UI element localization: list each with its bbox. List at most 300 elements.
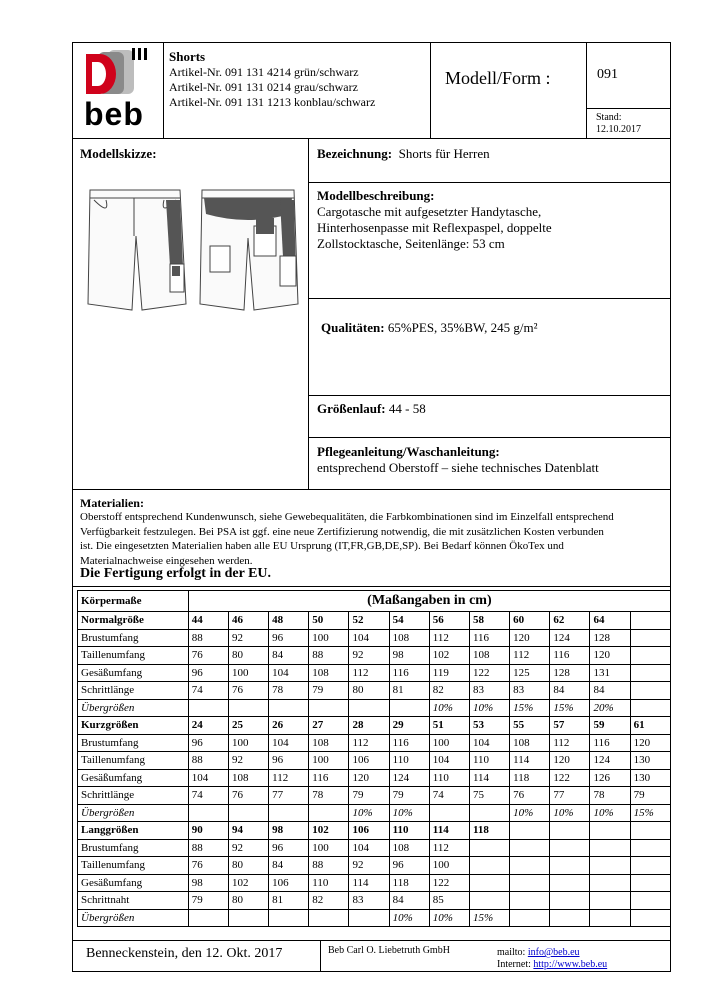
table-cell: 106 [349, 822, 389, 840]
table-cell: 96 [269, 752, 309, 770]
table-cell [228, 699, 268, 717]
table-cell: 112 [429, 629, 469, 647]
web-link[interactable]: http://www.beb.eu [533, 959, 608, 970]
company-name: Beb Carl O. Liebetruth GmbH [328, 945, 450, 956]
table-cell: 26 [269, 717, 309, 735]
table-cell: 112 [510, 647, 550, 665]
table-row [78, 664, 671, 682]
table-cell [630, 839, 670, 857]
table-row [78, 857, 671, 875]
materialien-line: Oberstoff entsprechend Kundenwunsch, siehe Gewebequalitäten, die Farbkombinationen sind im Einzelfall entsprechend [80, 511, 614, 523]
table-cell: 104 [349, 839, 389, 857]
table-cell: 110 [389, 822, 429, 840]
table-cell: 104 [469, 734, 509, 752]
table-cell [389, 699, 429, 717]
groessenlauf [317, 401, 426, 417]
table-cell: 10% [389, 909, 429, 927]
product-name: Shorts [169, 49, 206, 64]
divider [586, 42, 587, 138]
groessenlauf-label: Größenlauf: [317, 401, 386, 416]
table-cell: 88 [309, 857, 349, 875]
table-cell: 116 [389, 734, 429, 752]
table-cell [269, 699, 309, 717]
table-cell: 96 [389, 857, 429, 875]
table-cell [630, 857, 670, 875]
place-date: Benneckenstein, den 12. Okt. 2017 [86, 946, 283, 961]
row-label: Gesäßumfang [78, 874, 189, 892]
table-cell: 83 [469, 682, 509, 700]
table-cell [550, 839, 590, 857]
divider [72, 489, 671, 490]
table-cell: 124 [590, 752, 630, 770]
divider [163, 42, 164, 138]
table-cell: 116 [469, 629, 509, 647]
table-row [78, 804, 671, 822]
table-cell: 112 [429, 839, 469, 857]
table-cell: 24 [188, 717, 228, 735]
mail-label: mailto: [497, 947, 526, 958]
table-cell: 80 [228, 857, 268, 875]
table-cell [188, 699, 228, 717]
table-row [78, 629, 671, 647]
table-cell [550, 822, 590, 840]
table-cell [630, 664, 670, 682]
table-cell: 100 [429, 734, 469, 752]
table-cell: 128 [590, 629, 630, 647]
table-cell: 88 [309, 647, 349, 665]
table-cell: 126 [590, 769, 630, 787]
model-label: Modell/Form : [445, 68, 551, 88]
table-title-right: (Maßangaben in cm) [188, 591, 670, 612]
table-cell: 57 [550, 717, 590, 735]
table-row [78, 734, 671, 752]
table-cell: 120 [349, 769, 389, 787]
table-cell: 100 [429, 857, 469, 875]
table-cell: 46 [228, 612, 268, 630]
table-cell [349, 699, 389, 717]
divider [586, 108, 671, 109]
table-row [78, 822, 671, 840]
table-cell: 92 [228, 839, 268, 857]
row-label: Übergrößen [78, 699, 189, 717]
table-cell: 60 [510, 612, 550, 630]
table-cell: 104 [269, 734, 309, 752]
table-cell: 76 [188, 857, 228, 875]
table-cell [630, 892, 670, 910]
row-label: Übergrößen [78, 909, 189, 927]
table-cell: 80 [228, 647, 268, 665]
table-cell: 88 [188, 629, 228, 647]
table-cell [469, 874, 509, 892]
table-cell [349, 909, 389, 927]
table-cell: 10% [590, 804, 630, 822]
table-cell [550, 909, 590, 927]
table-cell [228, 804, 268, 822]
table-cell: 56 [429, 612, 469, 630]
table-cell [590, 857, 630, 875]
table-cell: 124 [550, 629, 590, 647]
table-cell: 108 [228, 769, 268, 787]
divider [320, 940, 321, 972]
table-cell: 96 [188, 664, 228, 682]
table-cell: 108 [469, 647, 509, 665]
table-cell [469, 804, 509, 822]
table-cell [630, 647, 670, 665]
table-cell: 131 [590, 664, 630, 682]
table-cell: 76 [228, 682, 268, 700]
qualitaeten-label: Qualitäten: [321, 320, 385, 335]
mail-line [497, 947, 580, 958]
logo-text: beb [84, 96, 144, 132]
web-label: Internet: [497, 959, 531, 970]
model-number: 091 [597, 67, 618, 82]
table-cell: 55 [510, 717, 550, 735]
table-cell [228, 909, 268, 927]
table-cell: 92 [228, 752, 268, 770]
table-cell: 98 [188, 874, 228, 892]
table-cell: 106 [269, 874, 309, 892]
table-row [78, 892, 671, 910]
table-cell: 85 [429, 892, 469, 910]
table-cell: 84 [269, 647, 309, 665]
table-cell: 88 [188, 839, 228, 857]
row-label: Taillenumfang [78, 857, 189, 875]
table-cell: 100 [309, 839, 349, 857]
table-cell: 98 [269, 822, 309, 840]
divider [72, 138, 671, 139]
row-label: Gesäßumfang [78, 769, 189, 787]
table-cell: 102 [228, 874, 268, 892]
table-cell [590, 822, 630, 840]
table-cell: 54 [389, 612, 429, 630]
divider [308, 395, 671, 396]
table-cell: 108 [309, 734, 349, 752]
table-cell [510, 874, 550, 892]
table-cell: 74 [429, 787, 469, 805]
table-cell: 116 [309, 769, 349, 787]
beschreibung-line: Zollstocktasche, Seitenlänge: 53 cm [317, 236, 505, 251]
table-cell: 75 [469, 787, 509, 805]
table-cell: 84 [269, 857, 309, 875]
row-label: Übergrößen [78, 804, 189, 822]
table-cell: 110 [309, 874, 349, 892]
table-cell: 10% [510, 804, 550, 822]
table-cell [469, 857, 509, 875]
table-cell: 59 [590, 717, 630, 735]
table-cell: 92 [349, 647, 389, 665]
table-cell: 10% [389, 804, 429, 822]
materialien-label: Materialien: [80, 496, 144, 510]
table-cell: 100 [228, 734, 268, 752]
table-cell: 102 [429, 647, 469, 665]
table-row [78, 769, 671, 787]
table-cell [550, 857, 590, 875]
table-cell [630, 682, 670, 700]
sketch-label: Modellskizze: [80, 146, 157, 161]
table-cell: 82 [309, 892, 349, 910]
stand-label: Stand: [596, 112, 622, 123]
table-cell: 112 [349, 664, 389, 682]
table-cell [469, 892, 509, 910]
divider [72, 940, 671, 941]
table-cell: 114 [510, 752, 550, 770]
table-cell: 78 [269, 682, 309, 700]
table-cell: 124 [389, 769, 429, 787]
table-cell [590, 874, 630, 892]
table-cell: 79 [309, 682, 349, 700]
table-cell: 118 [389, 874, 429, 892]
divider [308, 437, 671, 438]
table-cell [269, 909, 309, 927]
table-cell [469, 839, 509, 857]
table-cell [510, 822, 550, 840]
table-cell: 29 [389, 717, 429, 735]
materialien-line: Materialnachweise eingesehen werden. [80, 554, 253, 567]
beschreibung-line: Hinterhosenpasse mit Reflexpaspel, doppelte [317, 220, 552, 235]
table-cell [630, 629, 670, 647]
table-cell: 130 [630, 769, 670, 787]
table-cell: 102 [309, 822, 349, 840]
table-cell [510, 857, 550, 875]
table-cell: 64 [590, 612, 630, 630]
bezeichnung [317, 146, 490, 162]
table-cell: 116 [389, 664, 429, 682]
row-label: Schrittlänge [78, 682, 189, 700]
article-number: Artikel-Nr. 091 131 0214 grau/schwarz [169, 80, 358, 94]
table-cell: 25 [228, 717, 268, 735]
table-cell: 76 [510, 787, 550, 805]
table-row [78, 874, 671, 892]
table-row [78, 682, 671, 700]
table-cell: 100 [309, 629, 349, 647]
table-cell: 112 [550, 734, 590, 752]
article-number: Artikel-Nr. 091 131 1213 konblau/schwarz [169, 95, 376, 109]
table-cell: 79 [188, 892, 228, 910]
table-cell: 15% [550, 699, 590, 717]
table-cell: 104 [349, 629, 389, 647]
table-cell: 84 [590, 682, 630, 700]
table-cell [309, 699, 349, 717]
table-cell: 82 [429, 682, 469, 700]
table-cell: 114 [469, 769, 509, 787]
row-label: Schrittnaht [78, 892, 189, 910]
table-cell: 108 [389, 629, 429, 647]
table-cell [630, 909, 670, 927]
table-cell: 48 [269, 612, 309, 630]
table-cell: 118 [469, 822, 509, 840]
materialien-text [80, 510, 670, 568]
table-cell [309, 804, 349, 822]
table-cell: 78 [309, 787, 349, 805]
table-cell: 88 [188, 752, 228, 770]
table-cell [630, 822, 670, 840]
table-cell: 92 [349, 857, 389, 875]
table-cell: 84 [550, 682, 590, 700]
table-cell: 96 [188, 734, 228, 752]
table-row [78, 612, 671, 630]
table-cell: 79 [630, 787, 670, 805]
table-row [78, 787, 671, 805]
table-cell [188, 909, 228, 927]
table-cell: 10% [429, 699, 469, 717]
table-cell: 90 [188, 822, 228, 840]
table-cell [630, 699, 670, 717]
table-cell: 110 [389, 752, 429, 770]
table-cell: 15% [469, 909, 509, 927]
table-row [78, 839, 671, 857]
table-cell: 104 [188, 769, 228, 787]
table-cell: 79 [349, 787, 389, 805]
table-cell: 114 [429, 822, 469, 840]
table-cell [630, 612, 670, 630]
table-cell: 74 [188, 682, 228, 700]
table-cell: 10% [550, 804, 590, 822]
table-cell [590, 839, 630, 857]
table-cell: 83 [510, 682, 550, 700]
table-cell: 122 [429, 874, 469, 892]
table-cell: 20% [590, 699, 630, 717]
table-cell [510, 892, 550, 910]
table-cell: 28 [349, 717, 389, 735]
table-cell: 110 [469, 752, 509, 770]
table-cell: 83 [349, 892, 389, 910]
table-cell [590, 909, 630, 927]
table-cell: 58 [469, 612, 509, 630]
groessenlauf-value: 44 - 58 [388, 401, 426, 416]
table-cell [429, 804, 469, 822]
beschreibung-line: Cargotasche mit aufgesetzter Handytasche, [317, 204, 542, 219]
table-cell: 78 [590, 787, 630, 805]
table-cell: 80 [349, 682, 389, 700]
table-cell: 94 [228, 822, 268, 840]
table-cell [550, 892, 590, 910]
row-label: Kurzgrößen [78, 717, 189, 735]
table-cell [590, 892, 630, 910]
table-cell: 108 [309, 664, 349, 682]
row-label: Langgrößen [78, 822, 189, 840]
table-cell: 84 [389, 892, 429, 910]
table-cell: 74 [188, 787, 228, 805]
table-cell: 98 [389, 647, 429, 665]
table-cell: 96 [269, 839, 309, 857]
table-cell: 79 [389, 787, 429, 805]
table-cell: 80 [228, 892, 268, 910]
table-cell [269, 804, 309, 822]
table-cell: 120 [510, 629, 550, 647]
table-cell: 77 [550, 787, 590, 805]
materialien-line: ist. Die eingesetzten Materialien haben alle EU Ursprung (IT,FR,GB,DE,SP). Bei Bedarf können ÖkoTex und [80, 540, 564, 552]
table-cell: 108 [389, 839, 429, 857]
table-cell: 10% [469, 699, 509, 717]
row-label: Taillenumfang [78, 752, 189, 770]
beschreibung-label: Modellbeschreibung: [317, 188, 435, 203]
beb-logo [80, 46, 160, 134]
table-cell: 119 [429, 664, 469, 682]
size-table [77, 590, 671, 927]
table-cell: 77 [269, 787, 309, 805]
mail-link[interactable]: info@beb.eu [527, 947, 580, 958]
table-cell [510, 839, 550, 857]
row-label: Taillenumfang [78, 647, 189, 665]
divider [72, 586, 671, 587]
table-cell: 44 [188, 612, 228, 630]
table-cell: 10% [429, 909, 469, 927]
table-cell [510, 909, 550, 927]
table-cell: 15% [630, 804, 670, 822]
pflege-label: Pflegeanleitung/Waschanleitung: [317, 444, 500, 459]
table-header-row [78, 591, 671, 612]
table-cell: 108 [510, 734, 550, 752]
table-cell: 52 [349, 612, 389, 630]
table-row [78, 909, 671, 927]
qualitaeten-value: 65%PES, 35%BW, 245 g/m² [387, 320, 538, 335]
table-cell: 92 [228, 629, 268, 647]
table-cell: 112 [269, 769, 309, 787]
bezeichnung-label: Bezeichnung: [317, 146, 393, 161]
table-cell: 120 [630, 734, 670, 752]
table-cell: 100 [309, 752, 349, 770]
table-cell: 81 [389, 682, 429, 700]
table-cell [550, 874, 590, 892]
table-row [78, 752, 671, 770]
shorts-sketch [80, 186, 302, 316]
table-cell: 76 [228, 787, 268, 805]
table-cell: 76 [188, 647, 228, 665]
table-cell [309, 909, 349, 927]
divider [430, 42, 431, 138]
table-cell: 116 [550, 647, 590, 665]
stand-date: 12.10.2017 [596, 124, 641, 135]
table-title-left: Körpermaße [78, 591, 189, 612]
table-cell: 15% [510, 699, 550, 717]
table-cell: 104 [269, 664, 309, 682]
table-cell: 116 [590, 734, 630, 752]
table-row [78, 647, 671, 665]
divider [308, 182, 671, 183]
table-cell: 10% [349, 804, 389, 822]
pflege-value: entsprechend Oberstoff – siehe technisches Datenblatt [317, 460, 599, 475]
table-cell: 53 [469, 717, 509, 735]
eu-note: Die Fertigung erfolgt in der EU. [80, 566, 272, 581]
article-number: Artikel-Nr. 091 131 4214 grün/schwarz [169, 65, 359, 79]
row-label: Gesäßumfang [78, 664, 189, 682]
row-label: Schrittlänge [78, 787, 189, 805]
web-line [497, 959, 607, 970]
row-label: Brustumfang [78, 629, 189, 647]
table-cell: 114 [349, 874, 389, 892]
table-cell: 62 [550, 612, 590, 630]
table-cell: 50 [309, 612, 349, 630]
table-cell: 106 [349, 752, 389, 770]
table-cell: 122 [469, 664, 509, 682]
table-cell [630, 874, 670, 892]
bezeichnung-value: Shorts für Herren [398, 146, 490, 161]
table-cell: 120 [550, 752, 590, 770]
table-row [78, 699, 671, 717]
table-cell: 110 [429, 769, 469, 787]
qualitaeten [321, 320, 538, 336]
table-cell [188, 804, 228, 822]
table-cell: 100 [228, 664, 268, 682]
table-cell: 118 [510, 769, 550, 787]
row-label: Brustumfang [78, 734, 189, 752]
table-cell: 27 [309, 717, 349, 735]
table-cell: 120 [590, 647, 630, 665]
table-cell: 112 [349, 734, 389, 752]
table-cell: 81 [269, 892, 309, 910]
table-cell: 104 [429, 752, 469, 770]
table-cell: 130 [630, 752, 670, 770]
